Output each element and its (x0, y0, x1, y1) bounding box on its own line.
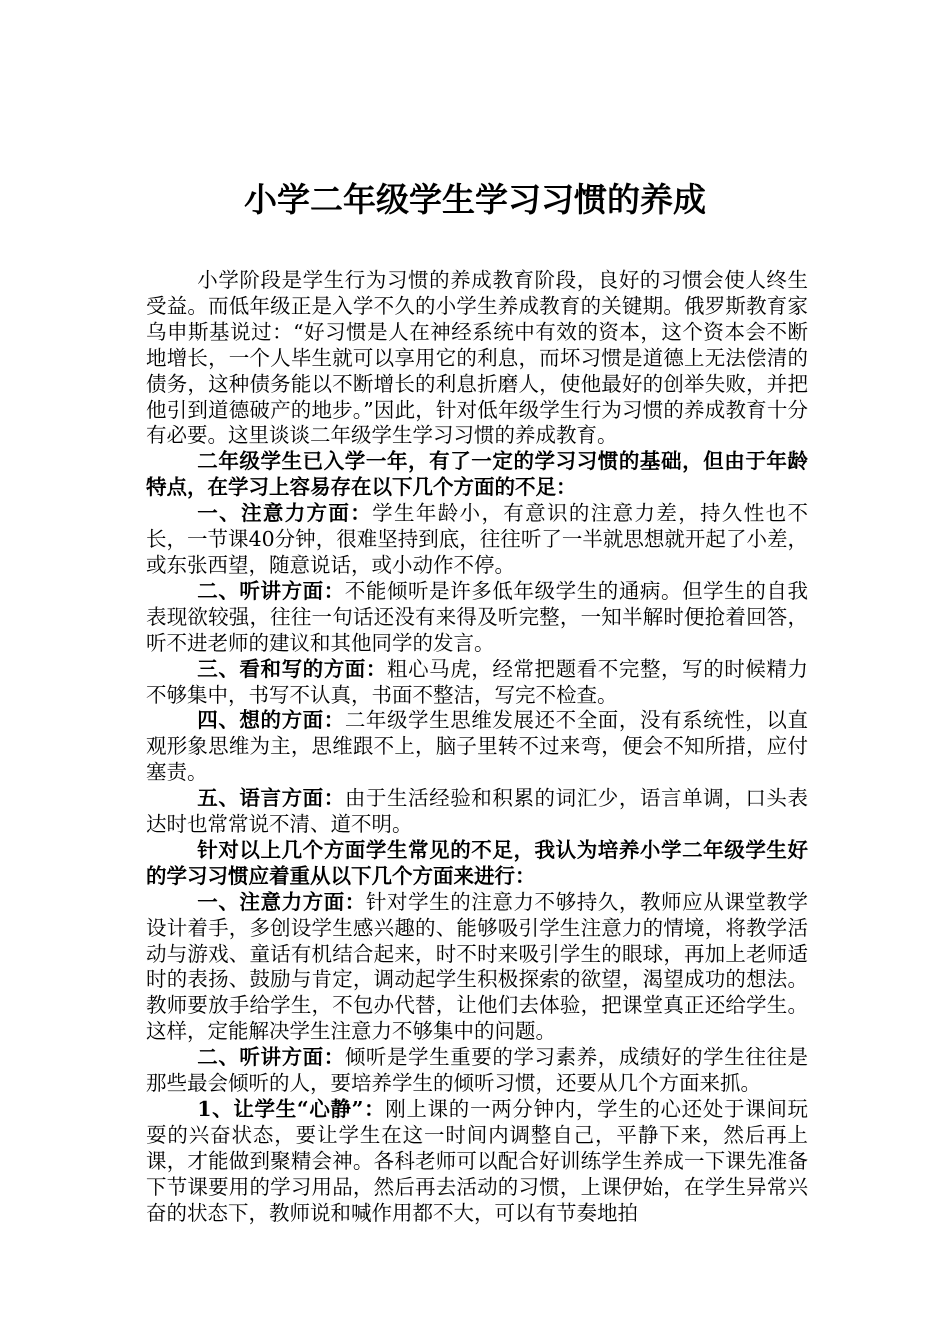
paragraph-problem-reading-writing (146, 657, 808, 709)
paragraph-text: 针对学生的注意力不够持久，教师应从课堂教学设计着手，多创设学生感兴趣的、能够吸引学生注意力的情境，将教学活动与游戏、童话有机结合起来，时不时来吸引学生的眼球，再加上老师适时的表扬、鼓励与肯定，调动起学生积极探索的欲望，渴望成功的想法。教师要放手给学生，不包办代替，让他们去体验，把课堂真正还给学生。这样，定能解决学生注意力不够集中的问题。 (146, 889, 809, 1044)
paragraph-lead: 五、语言方面： (197, 786, 345, 811)
paragraph-problem-language (146, 786, 808, 838)
paragraph-text: 倾听是学生重要的学习素养，成绩好的学生往往是那些最会倾听的人，要培养学生的倾听习惯，还要从几个方面来抓。 (146, 1045, 808, 1096)
paragraph-solution-attention (146, 890, 808, 1045)
paragraph-problem-attention (146, 501, 808, 579)
paragraph-solution-listening (146, 1045, 808, 1097)
paragraph-lead: 一、注意力方面： (197, 889, 366, 914)
paragraph-lead: 二、听讲方面： (197, 1045, 345, 1070)
document-title: 小学二年级学生学习习惯的养成 (244, 180, 706, 219)
paragraph-lead: 二、听讲方面： (197, 578, 345, 603)
paragraph-solution-heading (146, 838, 808, 890)
paragraph-text: 学生年龄小，有意识的注意力差，持久性也不长，一节课40分钟，很难坚持到底，往往听了一半就思想就开起了小差，或东张西望，随意说话，或小动作不停。 (146, 501, 809, 577)
paragraph-text: 小学阶段是学生行为习惯的养成教育阶段，良好的习惯会使人终生受益。而低年级正是入学不久的小学生养成教育的关键期。俄罗斯教育家乌申斯基说过：“好习惯是人在神经系统中有效的资本，这个资本会不断地增长，一个人毕生就可以享用它的利息，而坏习惯是道德上无法偿清的债务，这种债务能以不断增长的利息折磨人，使他最好的创举失败，并把他引到道德破产的地步。”因此，针对低年级学生行为习惯的养成教育十分有必要。这里谈谈二年级学生学习习惯的养成教育。 (146, 268, 808, 448)
paragraph-text: 不能倾听是许多低年级学生的通病。但学生的自我表现欲较强，往往一句话还没有来得及听完整，一知半解时便抢着回答，听不进老师的建议和其他同学的发言。 (146, 578, 808, 655)
paragraph-lead: 四、想的方面： (197, 708, 345, 733)
paragraph-solution-calm-mind (146, 1097, 808, 1227)
paragraph-text: 二年级学生思维发展还不全面，没有系统性，以直观形象思维为主，思维跟不上，脑子里转不过来弯，便会不知所措，应付塞责。 (146, 708, 808, 785)
paragraph-intro (146, 268, 808, 449)
paragraph-text: 刚上课的一两分钟内，学生的心还处于课间玩耍的兴奋状态，要让学生在这一时间内调整自己，平静下来，然后再上课，才能做到聚精会神。各科老师可以配合好训练学生养成一下课先准备下节课要用的学习用品，然后再去活动的习惯，上课伊始，在学生异常兴奋的状态下，教师说和喊作用都不大，可以有节奏地拍 (146, 1097, 808, 1225)
paragraph-text: 粗心马虎，经常把题看不完整，写的时候精力不够集中，书写不认真，书面不整洁，写完不检查。 (146, 656, 809, 707)
paragraph-text: 二年级学生已入学一年，有了一定的学习习惯的基础，但由于年龄特点，在学习上容易存在以下几个方面的不足： (146, 449, 808, 500)
paragraph-problem-listening (146, 579, 808, 657)
paragraph-lead: 1、让学生“心静”： (197, 1097, 386, 1121)
document-body (146, 268, 808, 1227)
paragraph-lead: 一、注意力方面： (197, 501, 373, 526)
paragraph-lead: 三、看和写的方面： (197, 656, 387, 681)
paragraph-problem-thinking (146, 708, 808, 786)
paragraph-text: 针对以上几个方面学生常见的不足，我认为培养小学二年级学生好的学习习惯应着重从以下几个方面来进行： (146, 837, 808, 888)
paragraph-text: 由于生活经验和积累的词汇少，语言单调，口头表达时也常常说不清、道不明。 (146, 786, 808, 837)
paragraph-section-heading (146, 449, 808, 501)
